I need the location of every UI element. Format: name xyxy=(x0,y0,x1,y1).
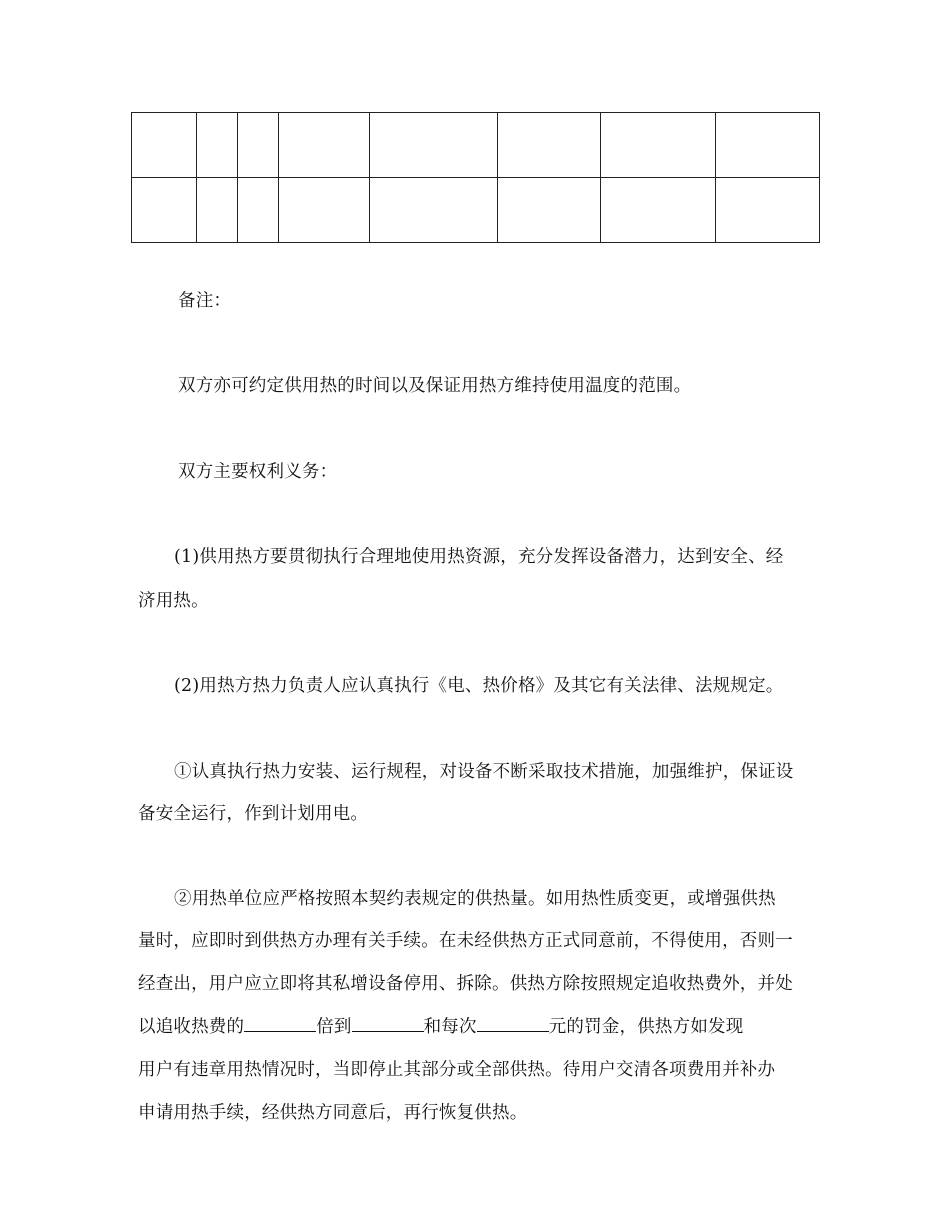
fill-blank-multiplier-from xyxy=(244,1015,316,1032)
item2-line1: (2)用热方热力负责人应认真执行《电、热价格》及其它有关法律、法规规定。 xyxy=(174,676,784,696)
table-cell xyxy=(370,113,498,178)
table-cell xyxy=(238,113,279,178)
table-cell xyxy=(601,113,716,178)
table-cell xyxy=(601,178,716,243)
table-cell xyxy=(197,178,238,243)
circle2-line6: 申请用热手续，经供热方同意后，再行恢复供热。 xyxy=(138,1103,528,1123)
circle2-line2: 量时，应即时到供热方办理有关手续。在未经供热方正式同意前，不得使用，否则一 xyxy=(138,931,793,951)
table-row xyxy=(132,113,820,178)
table-cell xyxy=(197,113,238,178)
data-table xyxy=(131,112,820,243)
table-cell xyxy=(716,113,820,178)
circle1-line1: ①认真执行热力安装、运行规程，对设备不断采取技术措施，加强维护，保证设 xyxy=(174,762,794,782)
circle2-line5: 用户有违章用热情况时，当即停止其部分或全部供热。待用户交清各项费用并补办 xyxy=(138,1060,776,1080)
circle1-line2: 备安全运行，作到计划用电。 xyxy=(138,804,369,824)
table-cell xyxy=(498,178,601,243)
item1-line2: 济用热。 xyxy=(138,591,209,611)
line4-text-c: 和每次 xyxy=(423,1017,477,1037)
line4-text-d: 元的罚金，供热方如发现 xyxy=(548,1017,744,1037)
table-row xyxy=(132,178,820,243)
table-cell xyxy=(238,178,279,243)
table-cell xyxy=(279,113,370,178)
line4-text-a: 以追收热费的 xyxy=(138,1017,245,1037)
item1-line1: (1)供用热方要贯彻执行合理地使用热资源，充分发挥设备潜力，达到安全、经 xyxy=(174,547,784,567)
table-cell xyxy=(132,113,197,178)
agreement-note: 双方亦可约定供用热的时间以及保证用热方维持使用温度的范围。 xyxy=(178,376,692,396)
circle2-line1: ②用热单位应严格按照本契约表规定的供热量。如用热性质变更，或增强供热 xyxy=(174,889,776,909)
fill-blank-fine-amount xyxy=(477,1015,549,1032)
line4-text-b: 倍到 xyxy=(316,1017,352,1037)
table-cell xyxy=(279,178,370,243)
circle2-line4 xyxy=(138,1015,743,1039)
table-cell xyxy=(132,178,197,243)
table-cell xyxy=(498,113,601,178)
remarks-label: 备注： xyxy=(178,291,232,311)
fill-blank-multiplier-to xyxy=(352,1015,424,1032)
table-cell xyxy=(370,178,498,243)
table-cell xyxy=(716,178,820,243)
rights-heading: 双方主要权利义务： xyxy=(178,462,338,482)
circle2-line3: 经查出，用户应立即将其私增设备停用、拆除。供热方除按照规定追收热费外，并处 xyxy=(138,974,793,994)
